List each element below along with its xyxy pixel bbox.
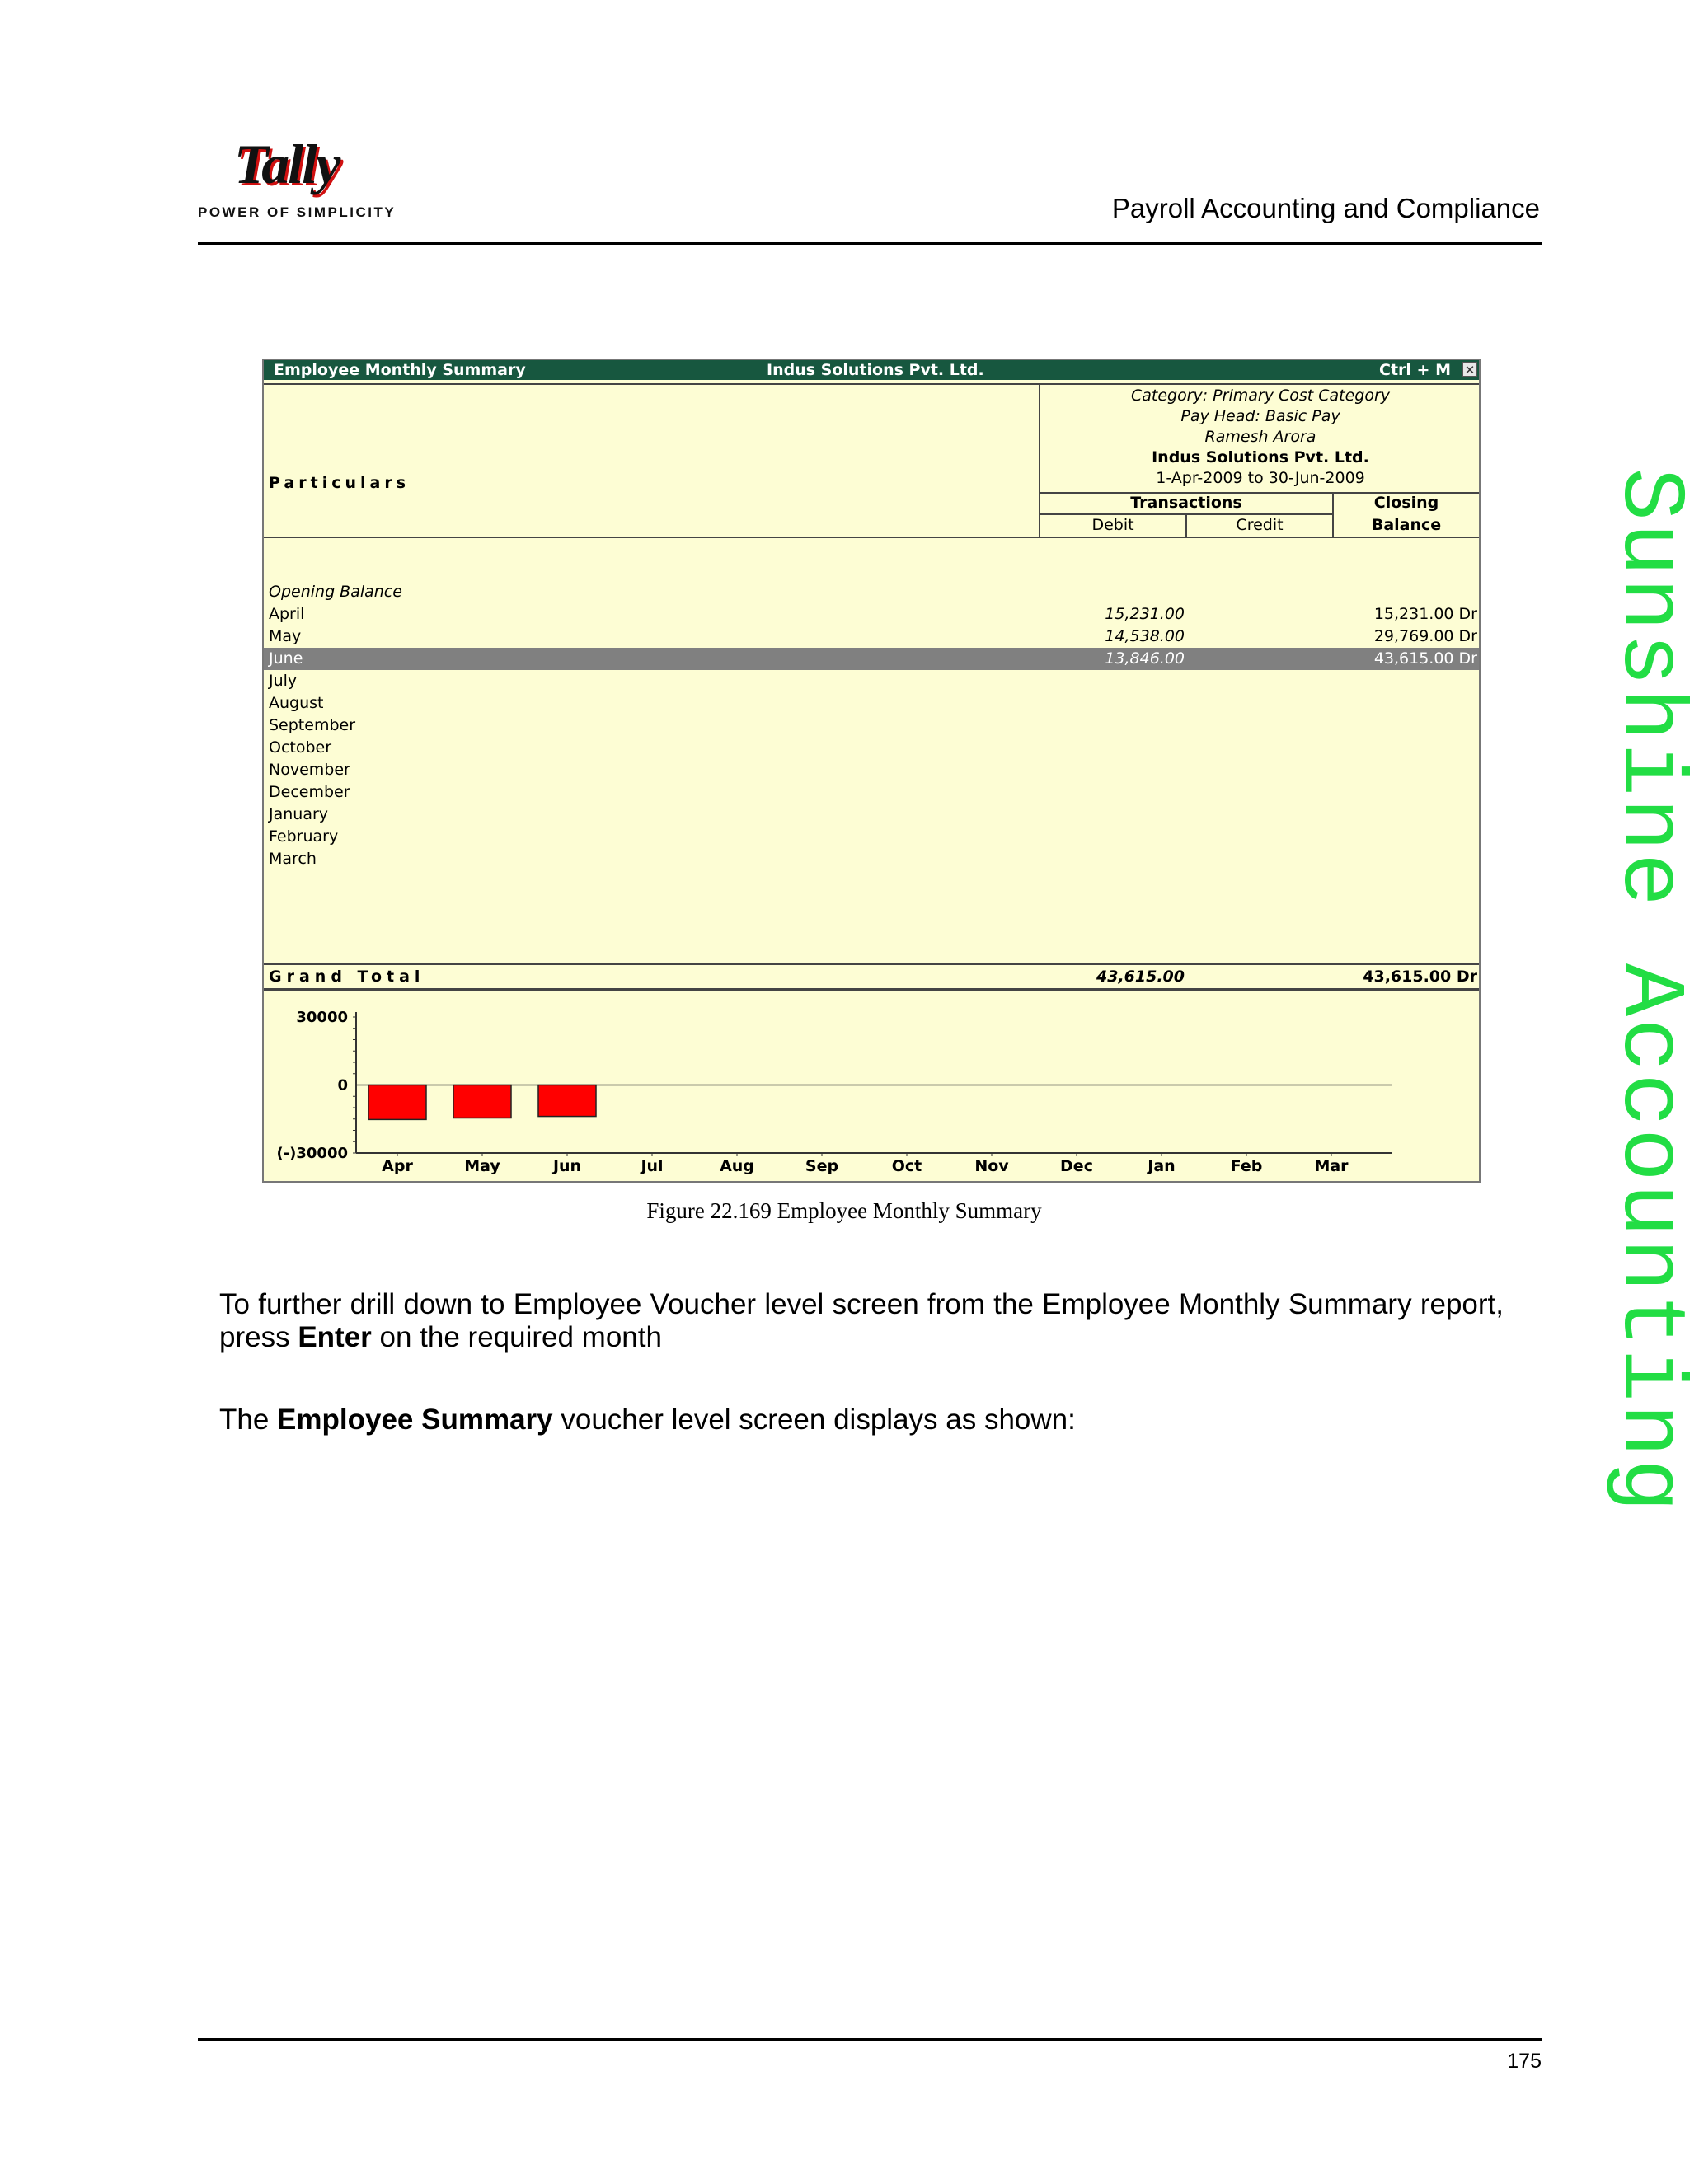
header-rule xyxy=(198,242,1542,245)
paragraph-drill-down xyxy=(219,1288,1504,1354)
grand-total-label: Grand Total xyxy=(269,968,425,986)
table-row[interactable] xyxy=(264,826,1479,848)
text: on the required month xyxy=(371,1321,662,1353)
row-name: March xyxy=(269,850,317,868)
bold-employee-summary: Employee Summary xyxy=(277,1404,553,1436)
bar-jun xyxy=(538,1085,596,1117)
table-row-selected[interactable] xyxy=(264,648,1479,670)
grand-total-top-line xyxy=(264,963,1479,965)
x-tick-label: Mar xyxy=(1314,1157,1349,1175)
text: The xyxy=(219,1404,278,1436)
row-name: June xyxy=(269,649,303,668)
tally-logo xyxy=(198,132,396,224)
logo-tagline: POWER OF SIMPLICITY xyxy=(198,204,397,220)
row-name: May xyxy=(269,627,302,645)
bold-key-enter: Enter xyxy=(298,1321,372,1353)
table-row[interactable] xyxy=(264,603,1479,626)
debit-header: Debit xyxy=(1091,516,1134,534)
page-number: 175 xyxy=(1507,2050,1542,2073)
window-titlebar xyxy=(264,360,1479,380)
header-top-line xyxy=(264,383,1479,385)
close-icon[interactable]: ✕ xyxy=(1462,362,1477,377)
row-name: July xyxy=(269,672,298,690)
closing-header: Closing xyxy=(1373,494,1439,512)
closing-header-line2: Balance xyxy=(1371,516,1442,534)
figure-caption: Figure 22.169 Employee Monthly Summary xyxy=(646,1198,1042,1223)
table-row[interactable] xyxy=(264,737,1479,759)
row-name: February xyxy=(269,827,339,846)
table-row[interactable] xyxy=(264,670,1479,692)
table-row[interactable] xyxy=(264,759,1479,781)
table-row[interactable] xyxy=(264,715,1479,737)
logo-wordmark: Tally xyxy=(234,133,340,195)
monthly-bar-chart xyxy=(264,991,1479,1180)
grand-total-debit: 43,615.00 xyxy=(1096,968,1185,986)
x-tick-label: Sep xyxy=(805,1157,839,1175)
table-row[interactable] xyxy=(264,781,1479,804)
row-debit: 14,538.00 xyxy=(1105,627,1185,645)
shortcut-label: Ctrl + M xyxy=(1379,361,1451,379)
x-tick-label: Apr xyxy=(382,1157,413,1175)
credit-header: Credit xyxy=(1236,516,1284,534)
window-company: Indus Solutions Pvt. Ltd. xyxy=(767,361,984,379)
x-tick-label: Aug xyxy=(720,1157,754,1175)
row-closing: 15,231.00 Dr xyxy=(1373,605,1477,623)
grand-total-closing: 43,615.00 Dr xyxy=(1363,968,1477,986)
transactions-header: Transactions xyxy=(1130,494,1242,512)
period-label: 1-Apr-2009 to 30-Jun-2009 xyxy=(1156,469,1365,487)
x-tick-label: Feb xyxy=(1230,1157,1263,1175)
y-tick-label: 0 xyxy=(337,1076,348,1094)
row-name: April xyxy=(269,605,305,623)
table-row[interactable] xyxy=(264,692,1479,715)
y-tick-label: 30000 xyxy=(296,1009,348,1026)
watermark: Sunshine Accounting xyxy=(1598,467,1699,1514)
row-name: Opening Balance xyxy=(269,583,402,601)
footer-rule xyxy=(198,2038,1542,2041)
window-title: Employee Monthly Summary xyxy=(274,361,526,379)
section-title: Payroll Accounting and Compliance xyxy=(1111,193,1540,223)
paragraph-summary xyxy=(219,1404,1504,1436)
row-name: August xyxy=(269,694,324,712)
table-row[interactable] xyxy=(264,804,1479,826)
particulars-header: Particulars xyxy=(269,474,411,492)
row-name: December xyxy=(269,783,350,801)
bar-apr xyxy=(368,1085,426,1120)
category-label: Category: Primary Cost Category xyxy=(1130,387,1391,405)
x-tick-label: Jan xyxy=(1148,1157,1176,1175)
bar-may xyxy=(453,1085,511,1118)
table-row[interactable] xyxy=(264,581,1479,603)
row-name: October xyxy=(269,738,332,757)
x-tick-label: May xyxy=(464,1157,500,1175)
x-tick-label: Oct xyxy=(891,1157,922,1175)
row-closing: 29,769.00 Dr xyxy=(1373,627,1477,645)
y-tick-label: (-)30000 xyxy=(276,1145,348,1162)
x-tick-label: Jun xyxy=(552,1157,582,1175)
text: voucher level screen displays as shown: xyxy=(552,1404,1076,1436)
row-name: January xyxy=(269,805,329,823)
row-debit: 15,231.00 xyxy=(1105,605,1185,623)
row-closing: 43,615.00 Dr xyxy=(1373,649,1477,668)
table-row[interactable] xyxy=(264,848,1479,870)
header-bottom-line xyxy=(264,537,1479,538)
company-name: Indus Solutions Pvt. Ltd. xyxy=(1152,448,1369,466)
row-name: September xyxy=(269,716,356,734)
row-name: November xyxy=(269,761,350,779)
table-row[interactable] xyxy=(264,626,1479,648)
x-tick-label: Jul xyxy=(641,1157,664,1175)
pay-head-label: Pay Head: Basic Pay xyxy=(1180,407,1340,425)
x-tick-label: Dec xyxy=(1060,1157,1093,1175)
x-tick-label: Nov xyxy=(974,1157,1009,1175)
employee-name: Ramesh Arora xyxy=(1204,428,1316,446)
employee-monthly-summary-window xyxy=(262,359,1481,1183)
row-debit: 13,846.00 xyxy=(1105,649,1185,668)
text: To further drill down to Employee Voucher level screen from the Employee Monthly Summary report, press xyxy=(219,1288,1504,1353)
